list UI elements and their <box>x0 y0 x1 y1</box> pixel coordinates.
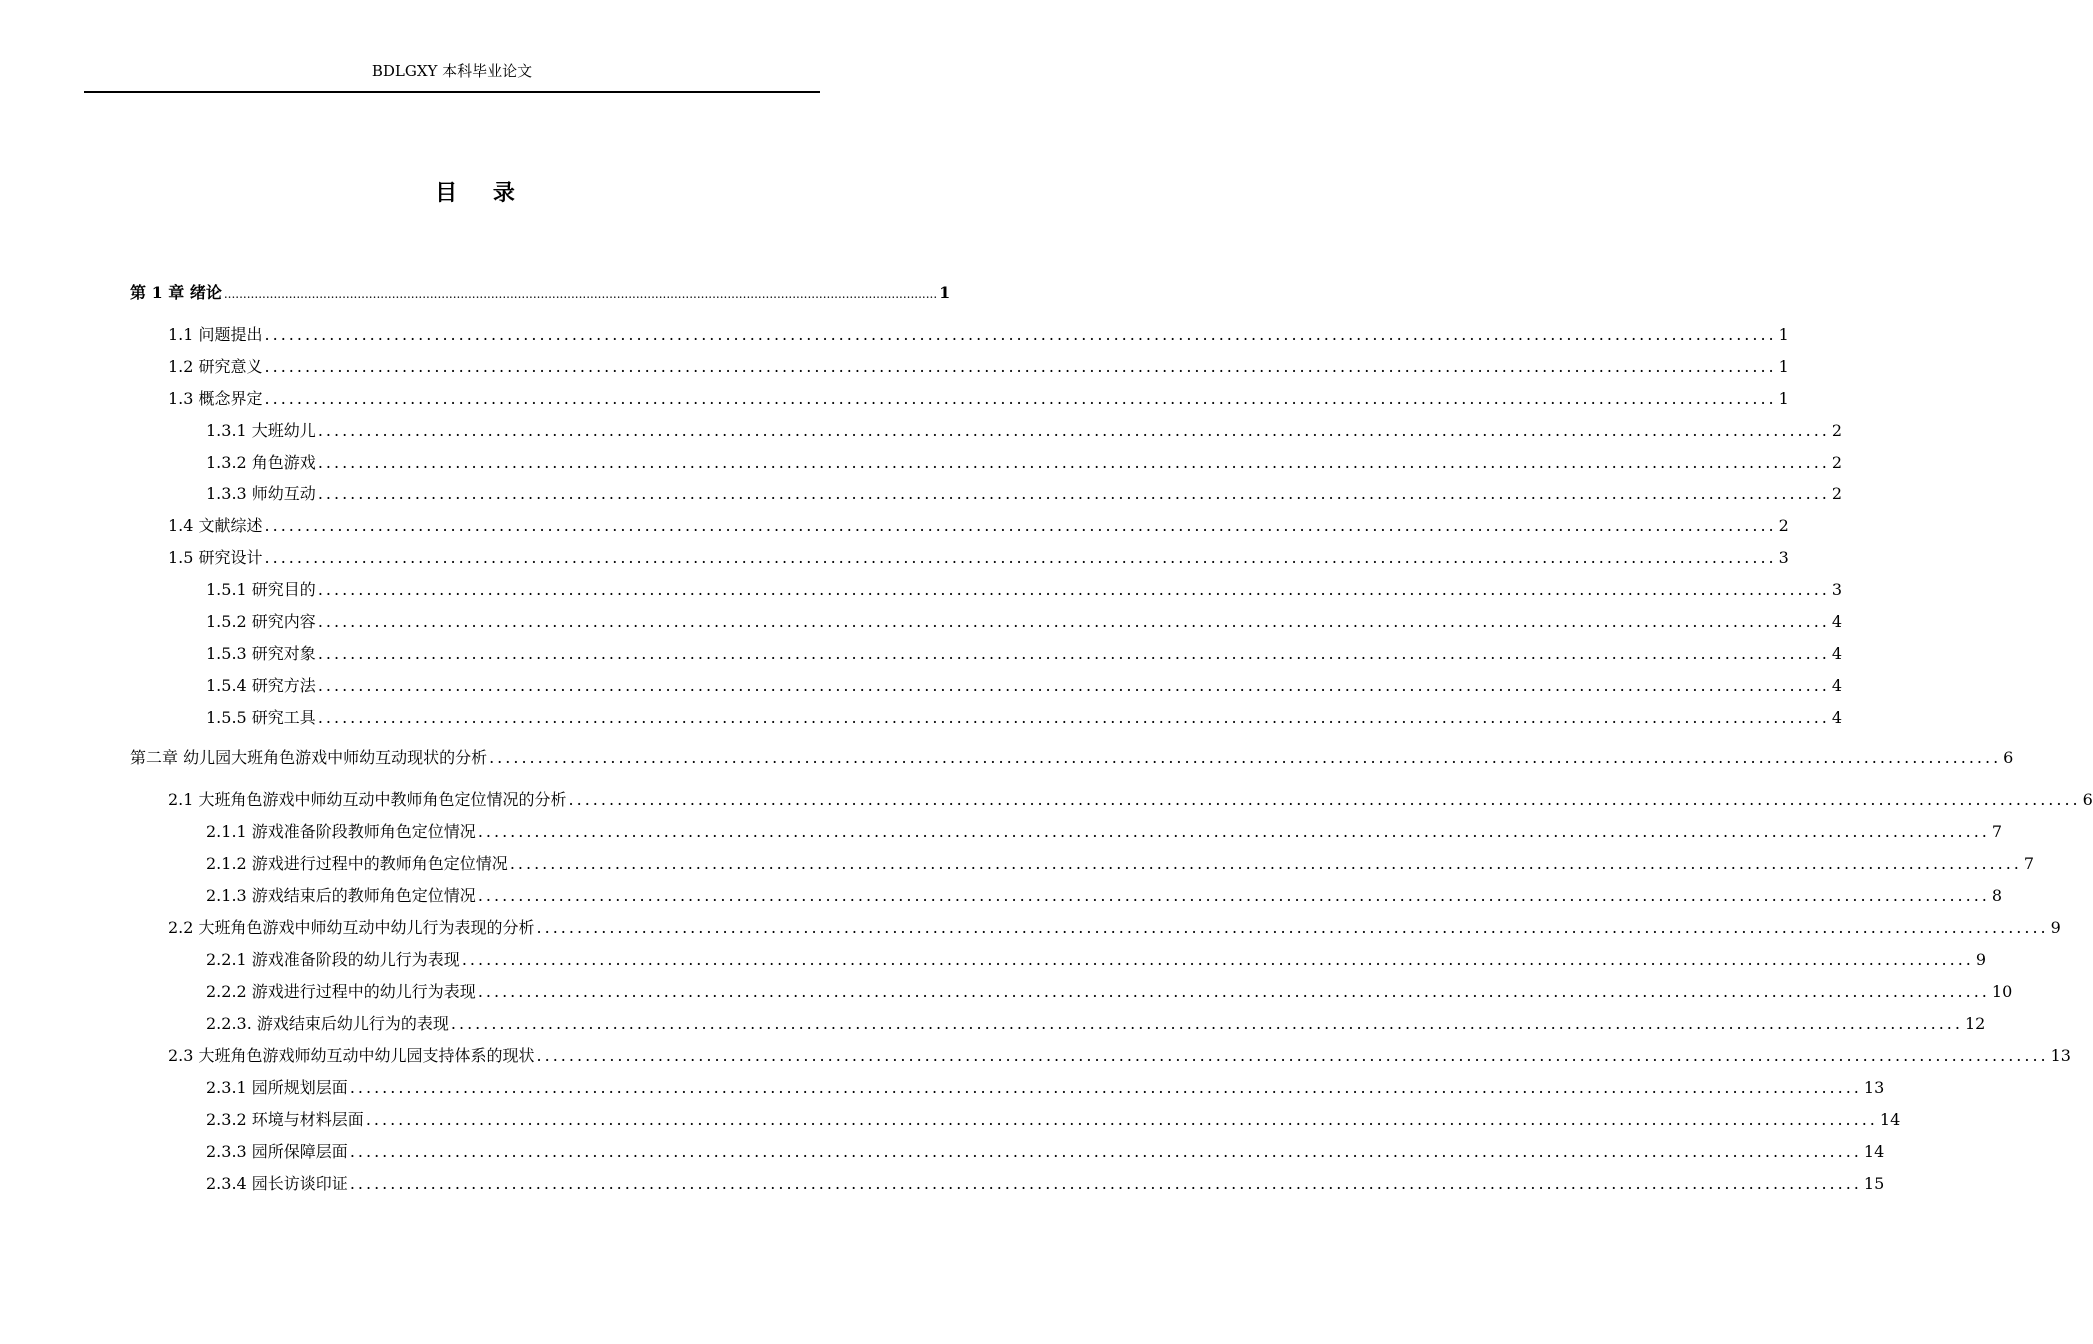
toc-entry-page: 1 <box>1778 389 1789 408</box>
toc-entry[interactable] <box>168 387 1789 411</box>
toc-entry[interactable] <box>206 1012 1986 1036</box>
toc-entry-label: 2.1 大班角色游戏中师幼互动中教师角色定位情况的分析 <box>168 790 567 809</box>
toc-entry[interactable] <box>206 948 1987 972</box>
toc-entry-page: 13 <box>2050 1046 2071 1065</box>
toc-entry-label: 2.3.3 园所保障层面 <box>206 1142 348 1161</box>
toc-entry[interactable] <box>206 1108 1901 1132</box>
toc-entry-page: 2 <box>1831 421 1843 440</box>
toc-entry-label: 第 1 章 绪论 <box>130 283 222 302</box>
toc-entry-page: 2 <box>1831 453 1843 472</box>
toc-entry-label: 2.1.2 游戏进行过程中的教师角色定位情况 <box>206 854 508 873</box>
toc-entry[interactable] <box>130 281 951 305</box>
toc-dot-leader: ........................................................................................................................................................................................... <box>317 644 1830 663</box>
page-header <box>84 62 820 93</box>
toc-dot-leader: ........................................................................................................................................................................................... <box>477 982 1990 1001</box>
toc-dot-leader: ........................................................................................................................................................................................... <box>317 580 1830 599</box>
toc-entry-label: 2.2 大班角色游戏中师幼互动中幼儿行为表现的分析 <box>168 918 535 937</box>
toc-entry-label: 第二章 幼儿园大班角色游戏中师幼互动现状的分析 <box>130 748 488 767</box>
toc-dot-leader: ........................................................................................................................................................................................... <box>317 421 1830 440</box>
toc-entry[interactable] <box>206 642 1843 666</box>
toc-entry-page: 8 <box>1991 886 2003 905</box>
toc-dot-leader: ........................................................................................................................................................................................... <box>349 1174 1862 1193</box>
toc-entry[interactable] <box>168 1044 2071 1068</box>
toc-dot-leader: ........................................................................................................................................................................................... <box>264 516 1777 535</box>
toc-entry-page: 13 <box>1863 1078 1885 1097</box>
toc-dot-leader: ........................................................................................................................................................................................... <box>349 1078 1862 1097</box>
toc-dot-leader: ........................................................................................................................................................................................... <box>509 854 2022 873</box>
toc-entry-page: 1 <box>1778 325 1789 344</box>
toc-entry[interactable] <box>206 884 2003 908</box>
toc-title: 目 录 <box>435 181 529 206</box>
toc-entry-page: 9 <box>1975 950 1987 969</box>
toc-entry[interactable] <box>206 980 2013 1004</box>
toc-entry[interactable] <box>206 1140 1885 1164</box>
toc-dot-leader: ........................................................................................................................................................................................... <box>317 676 1830 695</box>
toc-dot-leader: ........................................................................................................................................................................................... <box>536 918 2049 937</box>
toc-dot-leader: ........................................................................................................................................................................................... <box>317 484 1830 503</box>
toc-dot-leader: ........................................................................................................................................................................................... <box>461 950 1974 969</box>
toc-dot-leader: ........................................................................................................................................................................................... <box>536 1046 2049 1065</box>
toc-entry[interactable] <box>206 451 1843 475</box>
toc-dot-leader: ........................................................................................................................................................................................... <box>264 357 1777 376</box>
toc-entry-label: 2.3.2 环境与材料层面 <box>206 1110 364 1129</box>
toc-entry-page: 7 <box>1991 822 2003 841</box>
toc-entry-label: 1.5 研究设计 <box>168 548 263 567</box>
toc-entry[interactable] <box>168 355 1789 379</box>
toc-entry-label: 2.2.3. 游戏结束后幼儿行为的表现 <box>206 1014 449 1033</box>
toc-entry[interactable] <box>168 514 1789 538</box>
toc-entry[interactable] <box>206 482 1843 506</box>
toc-entry-label: 2.3.4 园长访谈印证 <box>206 1174 348 1193</box>
toc-dot-leader: ........................................................................................................................................................................................... <box>489 748 2002 767</box>
toc-entry-label: 1.2 研究意义 <box>168 357 263 376</box>
toc-entry[interactable] <box>130 746 2014 770</box>
toc-entry-page: 9 <box>2050 918 2061 937</box>
toc-entry-page: 3 <box>1778 548 1789 567</box>
toc-entry[interactable] <box>206 852 2035 876</box>
toc-entry-page: 14 <box>1863 1142 1885 1161</box>
toc-entry[interactable] <box>168 546 1789 570</box>
toc-entry-label: 1.3.1 大班幼儿 <box>206 421 316 440</box>
toc-dot-leader: ........................................................................................................................................................................................... <box>223 287 938 301</box>
toc-entry-label: 1.3.3 师幼互动 <box>206 484 316 503</box>
toc-dot-leader: ........................................................................................................................................................................................... <box>477 886 1990 905</box>
toc-dot-leader: ........................................................................................................................................................................................... <box>317 612 1830 631</box>
toc-entry-label: 2.1.3 游戏结束后的教师角色定位情况 <box>206 886 476 905</box>
toc-entry-page: 15 <box>1863 1174 1885 1193</box>
toc-entry[interactable] <box>206 1172 1885 1196</box>
toc-entry-page: 4 <box>1831 644 1843 663</box>
toc-entry-page: 14 <box>1879 1110 1901 1129</box>
toc-entry-label: 2.2.2 游戏进行过程中的幼儿行为表现 <box>206 982 476 1001</box>
toc-entry-label: 1.5.1 研究目的 <box>206 580 316 599</box>
toc-entry[interactable] <box>206 419 1843 443</box>
toc-entry[interactable] <box>206 610 1843 634</box>
toc-entry-page: 3 <box>1831 580 1843 599</box>
toc-entry-label: 1.4 文献综述 <box>168 516 263 535</box>
toc-entry-page: 4 <box>1831 676 1843 695</box>
toc-entry-page: 10 <box>1991 982 2013 1001</box>
toc-entry-label: 2.3.1 园所规划层面 <box>206 1078 348 1097</box>
toc-dot-leader: ........................................................................................................................................................................................... <box>349 1142 1862 1161</box>
toc-entry-page: 2 <box>1778 516 1789 535</box>
toc-entry-page: 12 <box>1964 1014 1986 1033</box>
toc-entry-page: 1 <box>1778 357 1789 376</box>
toc-dot-leader: ........................................................................................................................................................................................... <box>365 1110 1878 1129</box>
toc-entry-label: 1.5.3 研究对象 <box>206 644 316 663</box>
toc-entry-label: 1.1 问题提出 <box>168 325 263 344</box>
toc-dot-leader: ........................................................................................................................................................................................... <box>264 548 1777 567</box>
toc-entry-page: 6 <box>2003 748 2014 767</box>
toc-entry-label: 1.3.2 角色游戏 <box>206 453 316 472</box>
toc-entry[interactable] <box>168 916 2061 940</box>
toc-entry[interactable] <box>206 674 1843 698</box>
toc-dot-leader: ........................................................................................................................................................................................... <box>264 389 1777 408</box>
toc-entry-page: 6 <box>2082 790 2093 809</box>
toc-entry-label: 1.5.4 研究方法 <box>206 676 316 695</box>
toc-entry-page: 2 <box>1831 484 1843 503</box>
toc-entry[interactable] <box>206 1076 1885 1100</box>
toc-entry[interactable] <box>168 788 2093 812</box>
toc-entry[interactable] <box>168 323 1789 347</box>
toc-dot-leader: ........................................................................................................................................................................................... <box>317 708 1830 727</box>
toc-entry-page: 1 <box>939 283 951 302</box>
toc-dot-leader: ........................................................................................................................................................................................... <box>264 325 1777 344</box>
toc-entry-page: 4 <box>1831 612 1843 631</box>
toc-entry-label: 1.5.5 研究工具 <box>206 708 316 727</box>
toc-entry[interactable] <box>206 820 2003 844</box>
toc-entry-page: 4 <box>1831 708 1843 727</box>
toc-entry[interactable] <box>206 578 1843 602</box>
toc-dot-leader: ........................................................................................................................................................................................... <box>568 790 2081 809</box>
toc-dot-leader: ........................................................................................................................................................................................... <box>450 1014 1963 1033</box>
toc-dot-leader: ........................................................................................................................................................................................... <box>477 822 1990 841</box>
toc-entry-label: 1.5.2 研究内容 <box>206 612 316 631</box>
toc-entry[interactable] <box>206 706 1843 730</box>
toc-entry-label: 2.3 大班角色游戏师幼互动中幼儿园支持体系的现状 <box>168 1046 535 1065</box>
toc-entry-label: 2.1.1 游戏准备阶段教师角色定位情况 <box>206 822 476 841</box>
toc-dot-leader: ........................................................................................................................................................................................... <box>317 453 1830 472</box>
toc-entry-label: 2.2.1 游戏准备阶段的幼儿行为表现 <box>206 950 460 969</box>
header-text: BDLGXY 本科毕业论文 <box>371 62 533 80</box>
toc-entry-label: 1.3 概念界定 <box>168 389 263 408</box>
toc-entry-page: 7 <box>2023 854 2035 873</box>
